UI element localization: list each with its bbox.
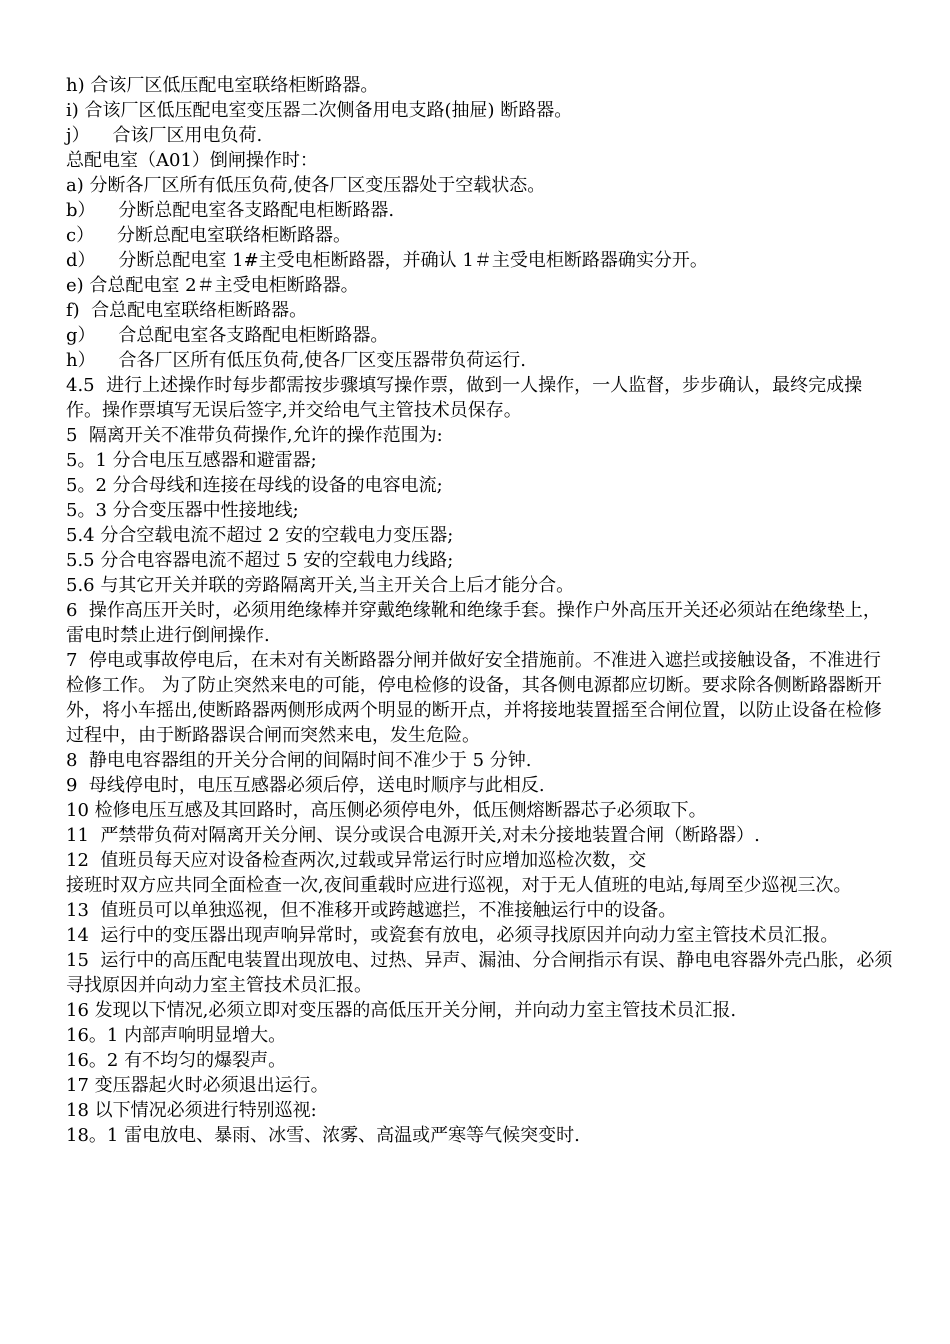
text-line: 18。1 雷电放电、暴雨、冰雪、浓雾、高温或严寒等气候突变时. [66, 1125, 580, 1146]
paragraph: 接班时双方应共同全面检查一次,夜间重载时应进行巡视，对于无人值班的电站,每周至少巡视三次。 [66, 875, 852, 896]
paragraph: 13 值班员可以单独巡视，但不准移开或跨越遮拦，不准接触运行中的设备。 [66, 900, 677, 921]
paragraph: 11 严禁带负荷对隔离开关分闸、误分或误合电源开关,对未分接地装置合闸（断路器）. [66, 825, 760, 846]
text-line: h) 合该厂区低压配电室联络柜断路器。 [66, 75, 379, 96]
paragraph: 7 停电或事故停电后，在未对有关断路器分闸并做好安全措施前。不准进入遮拦或接触设备，不准进行检修工作。 为了防止突然来电的可能，停电检修的设备，其各侧电源都应切断。要求除各侧断路器断开外，将小车摇出,使断路器两侧形成两个明显的断开点，并将接地装置摇至合闸位置，以防止设备在检修过程中，由于断路器误合闸而突然来电，发生危险。 [66, 650, 882, 746]
text-line: 5。3 分合变压器中性接地线; [66, 500, 299, 521]
paragraph: 14 运行中的变压器出现声响异常时，或瓷套有放电，必须寻找原因并向动力室主管技术员汇报。 [66, 925, 839, 946]
text-line: 5.4 分合空载电流不超过 2 安的空载电力变压器; [66, 525, 454, 546]
paragraph: 12 值班员每天应对设备检查两次,过载或异常运行时应增加巡检次数，交 [66, 850, 647, 871]
paragraph: 9 母线停电时，电压互感器必须后停，送电时顺序与此相反. [66, 775, 545, 796]
text-line: f) 合总配电室联络柜断路器。 [66, 300, 308, 321]
text-line: 16。2 有不均匀的爆裂声。 [66, 1050, 287, 1071]
paragraph: 10 检修电压互感及其回路时，高压侧必须停电外，低压侧熔断器芯子必须取下。 [66, 800, 707, 821]
section-heading: 18 以下情况必须进行特别巡视: [66, 1100, 317, 1121]
text-line: i) 合该厂区低压配电室变压器二次侧备用电支路(抽屉) 断路器。 [66, 100, 573, 121]
text-line: 5。2 分合母线和连接在母线的设备的电容电流; [66, 475, 443, 496]
text-line: 5。1 分合电压互感器和避雷器; [66, 450, 317, 471]
paragraph: 8 静电电容器组的开关分合闸的间隔时间不准少于 5 分钟. [66, 750, 532, 771]
paragraph: 15 运行中的高压配电装置出现放电、过热、异声、漏油、分合闸指示有误、静电电容器外壳凸胀，必须寻找原因并向动力室主管技术员汇报。 [66, 950, 893, 996]
text-line: c） 分断总配电室联络柜断路器。 [66, 225, 351, 246]
text-line: a) 分断各厂区所有低压负荷,使各厂区变压器处于空载状态。 [66, 175, 546, 196]
section-heading: 5 隔离开关不准带负荷操作,允许的操作范围为: [66, 425, 443, 446]
text-line: 16。1 内部声响明显增大。 [66, 1025, 287, 1046]
section-heading: 总配电室（A01）倒闸操作时： [66, 150, 318, 171]
text-line: d） 分断总配电室 1#主受电柜断路器，并确认 1＃主受电柜断路器确实分开。 [66, 250, 708, 271]
text-line: b） 分断总配电室各支路配电柜断路器. [66, 200, 395, 221]
text-line: g） 合总配电室各支路配电柜断路器。 [66, 325, 389, 346]
paragraph: 16 发现以下情况,必须立即对变压器的高低压开关分闸，并向动力室主管技术员汇报. [66, 1000, 737, 1021]
document-body [66, 73, 896, 1148]
paragraph: 17 变压器起火时必须退出运行。 [66, 1075, 329, 1096]
paragraph: 6 操作高压开关时，必须用绝缘棒并穿戴绝缘靴和绝缘手套。操作户外高压开关还必须站在绝缘垫上，雷电时禁止进行倒闸操作. [66, 600, 881, 646]
text-line: 5.6 与其它开关并联的旁路隔离开关,当主开关合上后才能分合。 [66, 575, 575, 596]
text-line: j） 合该厂区用电负荷. [66, 125, 263, 146]
paragraph: 4.5 进行上述操作时每步都需按步骤填写操作票，做到一人操作，一人监督，步步确认，最终完成操作。操作票填写无误后签字,并交给电气主管技术员保存。 [66, 375, 863, 421]
text-line: h） 合各厂区所有低压负荷,使各厂区变压器带负荷运行. [66, 350, 526, 371]
text-line: e) 合总配电室 2＃主受电柜断路器。 [66, 275, 359, 296]
text-line: 5.5 分合电容器电流不超过 5 安的空载电力线路; [66, 550, 454, 571]
